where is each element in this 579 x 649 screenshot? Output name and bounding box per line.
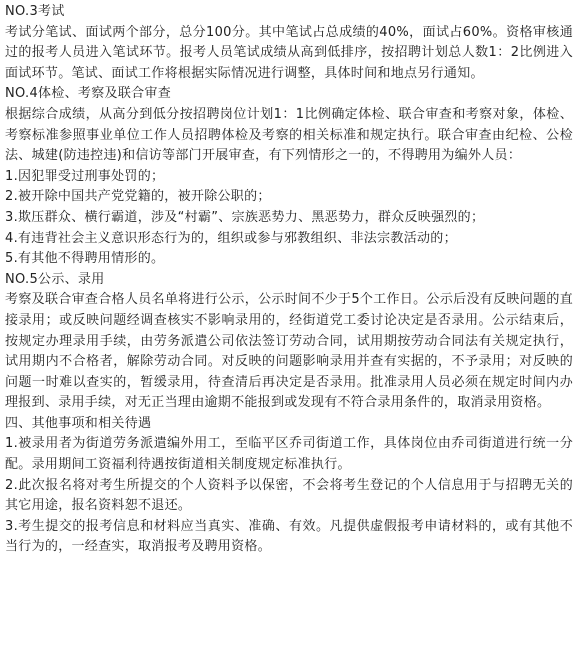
other-matters-item-3: 3.考生提交的报考信息和材料应当真实、准确、有效。凡提供虚假报考申请材料的，或有其他不当行为的，一经查实，取消报考及聘用资格。 — [5, 518, 573, 555]
section-heading-medical-review: NO.4体检、考察及联合审查 — [5, 86, 172, 102]
publicity-hiring-paragraph: 考察及联合审查合格人员名单将进行公示，公示时间不少于5个工作日。公示后没有反映问题的直接录用；或反映问题经调查核实不影响录用的，经街道党工委讨论决定是否录用。公示结束后，按规定办理录用手续，由劳务派遣公司依法签订劳动合同，试用期按劳动合同法有关规定执行，试用期内不合格者，解除劳动合同。对反映的问题影响录用并查有实据的，不予录用；对反映的问题一时难以查实的，暂缓录用，待查清后再决定是否录用。批准录用人员必须在规定时间内办理报到、录用手续，对无正当理由逾期不能报到或发现有不符合录用条件的，取消录用资格。 — [5, 292, 573, 411]
disqualification-item-5: 5.有其他不得聘用情形的。 — [5, 251, 165, 267]
disqualification-item-1: 1.因犯罪受过刑事处罚的； — [5, 168, 165, 184]
exam-paragraph: 考试分笔试、面试两个部分，总分100分。其中笔试占总成绩的40%，面试占60%。资格审核通过的报考人员进入笔试环节。报考人员笔试成绩从高到低排序，按招聘计划总人数1：2比例进入面试环节。笔试、面试工作将根据实际情况进行调整，具体时间和地点另行通知。 — [5, 24, 573, 81]
section-heading-other-matters: 四、其他事项和相关待遇 — [5, 415, 152, 431]
section-heading-publicity-hiring: NO.5公示、录用 — [5, 271, 105, 287]
other-matters-item-2: 2.此次报名将对考生所提交的个人资料予以保密，不会将考生登记的个人信息用于与招聘无关的其它用途，报名资料恕不退还。 — [5, 477, 573, 514]
medical-review-paragraph: 根据综合成绩，从高分到低分按招聘岗位计划1：1比例确定体检、联合审查和考察对象，体检、考察标准参照事业单位工作人员招聘体检及考察的相关标准和规定执行。联合审查由纪检、公检法、城建(防违控违)和信访等部门开展审查，有下列情形之一的，不得聘用为编外人员： — [5, 106, 573, 164]
disqualification-item-2: 2.被开除中国共产党党籍的，被开除公职的； — [5, 189, 271, 205]
disqualification-item-3: 3.欺压群众、横行霸道，涉及“村霸”、宗族恶势力、黑恶势力，群众反映强烈的； — [5, 209, 485, 225]
section-heading-exam: NO.3考试 — [5, 4, 65, 19]
disqualification-item-4: 4.有违背社会主义意识形态行为的，组织或参与邪教组织、非法宗教活动的； — [5, 230, 457, 246]
other-matters-item-1: 1.被录用者为街道劳务派遣编外用工，至临平区乔司街道工作，具体岗位由乔司街道进行统一分配。录用期间工资福利待遇按街道相关制度规定标准执行。 — [5, 436, 573, 473]
